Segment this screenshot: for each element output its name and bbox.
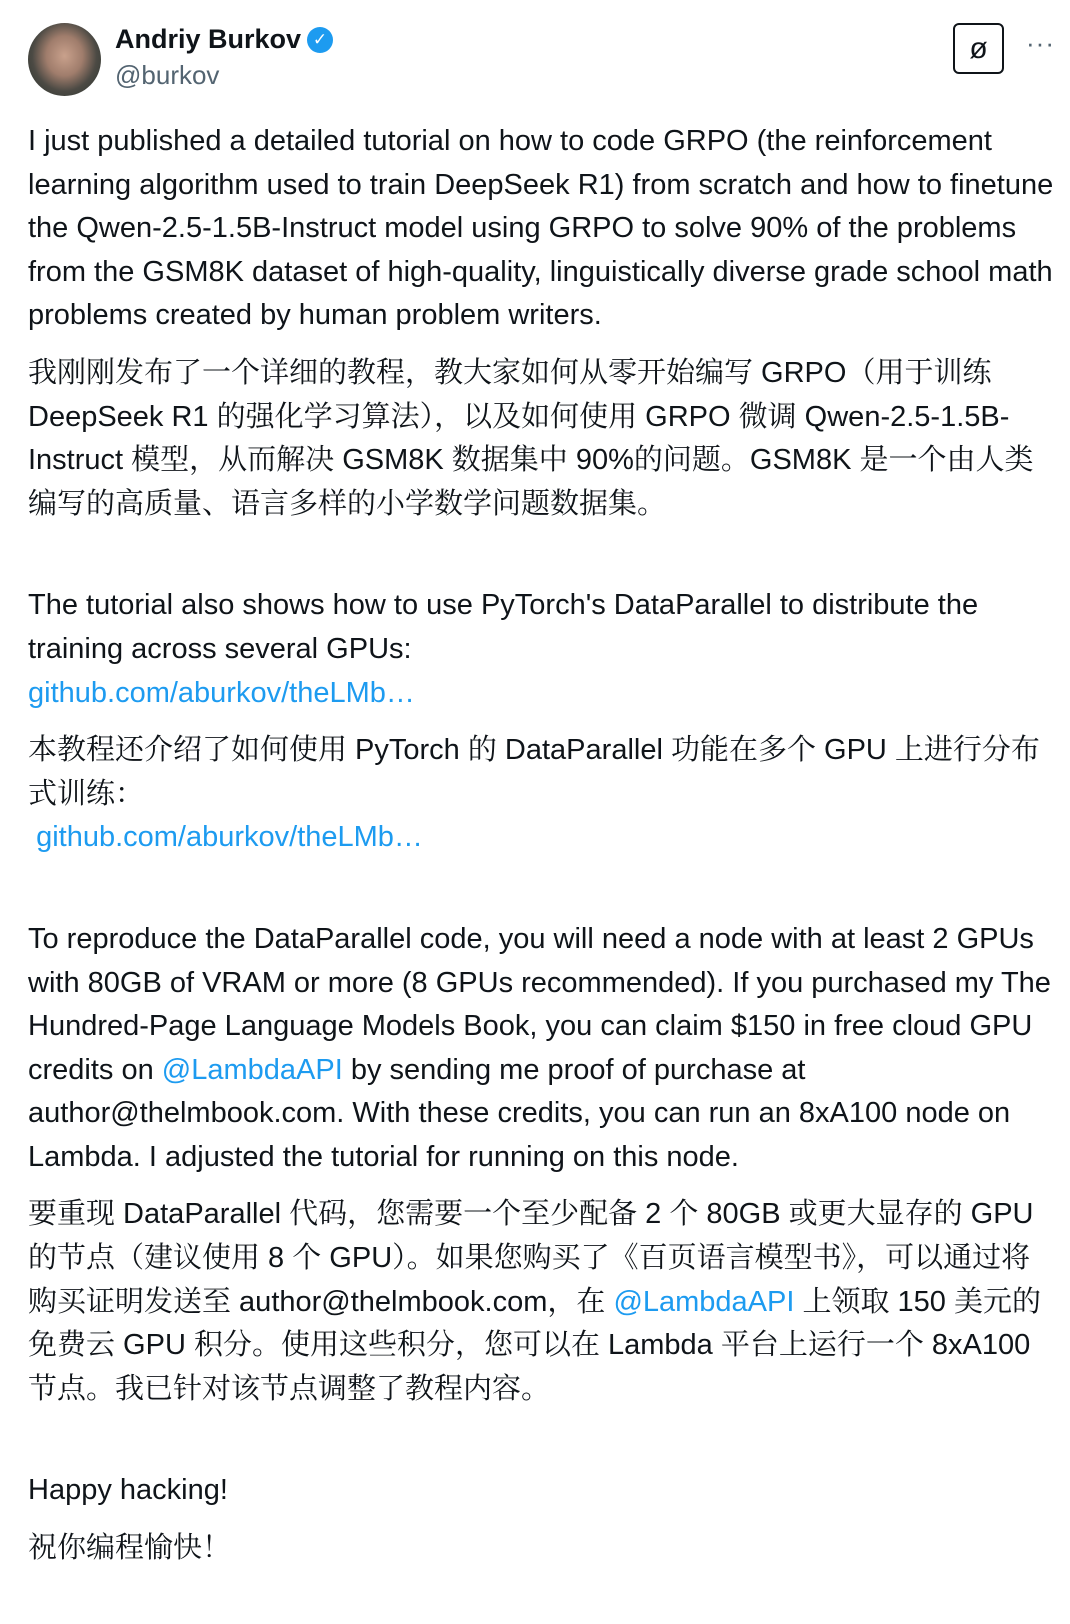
paragraph-zh: 祝你编程愉快！: [28, 1532, 232, 1565]
github-link[interactable]: github.com/aburkov/theLMb…: [28, 676, 415, 709]
paragraph-zh: 本教程还介绍了如何使用 PyTorch 的 DataParallel 功能在多个 GPU 上进行分布式训练：: [28, 734, 1040, 810]
text: 要重现 DataParallel 代码，您需要一个至少配备 2 个 80GB 或更大显存的 GPU 的节点（建议使用 8 个 GPU）。如果您购买了《百页语言模型书》，可以通过将购买证明发送至 author@thelmbook.com，在: [28, 1198, 1034, 1318]
text: by sending me proof of purchase at author@thelmbook.com. With these credits, you can run an 8xA100 node on Lambda. I adjusted the tutorial for running on this node.: [28, 1053, 1011, 1173]
paragraph: [28, 918, 1058, 1180]
mention-link[interactable]: @LambdaAPI: [161, 1053, 343, 1086]
more-icon[interactable]: ···: [1026, 28, 1055, 58]
verified-badge-icon: ✓: [307, 27, 333, 53]
github-link[interactable]: github.com/aburkov/theLMb…: [36, 821, 423, 854]
avatar[interactable]: [28, 23, 101, 96]
paragraph: The tutorial also shows how to use PyTorch's DataParallel to distribute the training across several GPUs:: [28, 589, 979, 665]
paragraph-zh: [28, 1193, 1058, 1411]
mention-link[interactable]: @LambdaAPI: [613, 1285, 795, 1318]
paragraph-zh: 我刚刚发布了一个详细的教程，教大家如何从零开始编写 GRPO（用于训练 DeepSeek R1 的强化学习算法），以及如何使用 GRPO 微调 Qwen-2.5-1.5B-Instruct 模型，从而解决 GSM8K 数据集中 90%的问题。GSM8K 是一个由人类编写的高质量、语言多样的小学数学问题数据集。: [28, 356, 1034, 520]
text: To reproduce the DataParallel code, you will need a node with at least 2 GPUs with 80GB of VRAM or more (8 GPUs recommended). If you purchased my The Hundred-Page Language Models Book, you can claim $150 in free cloud GPU credits on: [28, 922, 1051, 1086]
text: 上领取 150 美元的免费云 GPU 积分。使用这些积分，您可以在 Lambda 平台上运行一个 8xA100 节点。我已针对该节点调整了教程内容。: [28, 1285, 1041, 1405]
author-name[interactable]: Andriy Burkov: [115, 24, 302, 54]
author-handle[interactable]: @burkov: [115, 60, 220, 90]
author-name-row[interactable]: [115, 24, 333, 55]
tweet-text: [28, 120, 1058, 1571]
paragraph: Happy hacking!: [28, 1474, 228, 1507]
grok-icon[interactable]: ø: [953, 23, 1004, 74]
paragraph: I just published a detailed tutorial on how to code GRPO (the reinforcement learning algorithm used to train DeepSeek R1) from scratch and how to finetune the Qwen-2.5-1.5B-Instruct model using GRPO to solve 90% of the problems from the GSM8K dataset of high-quality, linguistically diverse grade school math problems created by human problem writers.: [28, 125, 1054, 332]
